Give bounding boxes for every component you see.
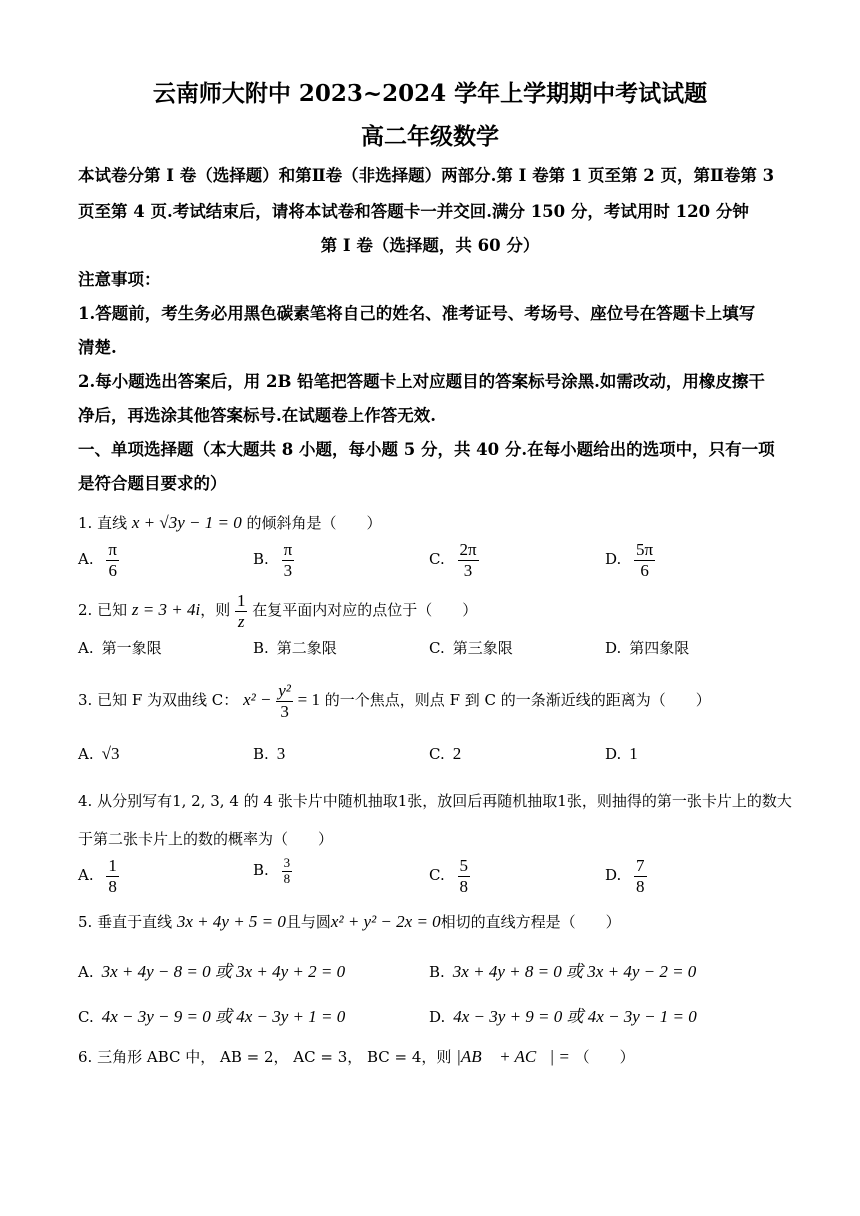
option-label: A. bbox=[78, 866, 94, 885]
question-4-option-c bbox=[429, 856, 470, 896]
exam-subtitle: 高二年级数学 bbox=[361, 123, 499, 150]
question-text: 从分别写有1, 2, 3, 4 的 4 张卡片中随机抽取1张，放回后再随机抽取1张，则抽得的第一张卡片上的数大 bbox=[97, 792, 792, 810]
question-text: 已知 F 为双曲线 C： bbox=[97, 691, 239, 710]
question-text: 已知 bbox=[97, 601, 128, 620]
question-1-option-d bbox=[605, 540, 655, 580]
option-label: D. bbox=[605, 745, 622, 763]
section-1-line-2: 是符合题目要求的） bbox=[78, 474, 227, 493]
question-text: 的一个焦点，则点 F 到 C 的一条渐近线的距离为（ ） bbox=[324, 691, 711, 710]
option-text: 3 bbox=[276, 744, 286, 763]
question-text: 三角形 ABC 中， AB = 2， AC = 3， BC = 4，则 bbox=[97, 1048, 452, 1066]
note-1-line-2: 清楚. bbox=[78, 338, 117, 357]
option-text: 第三象限 bbox=[452, 639, 513, 657]
question-1-option-c bbox=[429, 540, 479, 580]
math-expression: = 1 bbox=[297, 690, 321, 710]
notes-heading: 注意事项： bbox=[78, 270, 161, 289]
option-text: 3x + 4y + 8 = 0 或 3x + 4y − 2 = 0 bbox=[452, 962, 697, 981]
option-label: B. bbox=[429, 963, 445, 981]
math-expression: x² − bbox=[243, 690, 272, 710]
question-3-stem bbox=[78, 681, 711, 721]
math-expression: 3x + 4y + 5 = 0 bbox=[176, 912, 286, 931]
question-4-stem-line-2: 于第二张卡片上的数的概率为（ ） bbox=[78, 830, 334, 848]
question-5-option-c bbox=[78, 1002, 345, 1027]
question-text: ，则 bbox=[200, 601, 231, 620]
option-label: C. bbox=[429, 550, 445, 569]
option-text: 3x + 4y − 8 = 0 或 3x + 4y + 2 = 0 bbox=[101, 962, 346, 981]
option-label: D. bbox=[605, 550, 622, 569]
question-5-option-a bbox=[78, 957, 345, 982]
fraction: $\frac{1}{z}$ bbox=[236, 591, 246, 631]
question-5-option-b bbox=[429, 957, 696, 982]
note-1-line-1: 1.答题前，考生务必用黑色碳素笔将自己的姓名、准考证号、考场号、座位号在答题卡上填写 bbox=[78, 304, 756, 323]
note-2-line-2: 净后，再选涂其他答案标号.在试题卷上作答无效. bbox=[78, 406, 436, 425]
option-label: C. bbox=[429, 639, 445, 657]
option-label: A. bbox=[78, 550, 94, 569]
math-expression: |AB⃗ + AC⃗| = bbox=[456, 1047, 570, 1066]
fraction: $\frac{3}{8}$ bbox=[283, 855, 291, 886]
note-2-line-1: 2.每小题选出答案后，用 2B 铅笔把答题卡上对应题目的答案标号涂黑.如需改动，用橡皮擦干 bbox=[78, 372, 765, 391]
option-text: 2 bbox=[452, 744, 462, 763]
option-label: D. bbox=[429, 1008, 446, 1026]
question-number: 5. bbox=[78, 913, 93, 931]
question-4-stem-line-1 bbox=[78, 790, 792, 811]
intro-line-1: 本试卷分第 I 卷（选择题）和第Ⅱ卷（非选择题）两部分.第 I 卷第 1 页至第 2 页，第Ⅱ卷第 3 bbox=[78, 166, 775, 185]
question-3-option-c bbox=[429, 744, 461, 764]
question-number: 1. bbox=[78, 514, 93, 532]
fraction: $\frac{5\pi}{6}$ bbox=[636, 540, 654, 580]
question-2-option-d bbox=[605, 637, 689, 658]
option-label: A. bbox=[78, 745, 94, 763]
question-6-stem bbox=[78, 1046, 635, 1067]
question-text: 且与圆 bbox=[285, 913, 331, 931]
question-number: 2. bbox=[78, 601, 93, 620]
question-2-option-b bbox=[253, 637, 337, 658]
question-2-option-c bbox=[429, 637, 513, 658]
part1-heading: 第 I 卷（选择题，共 60 分） bbox=[320, 236, 540, 255]
exam-title: 云南师大附中 2023~2024 学年上学期期中考试试题 bbox=[152, 80, 708, 107]
question-1-option-b bbox=[253, 540, 294, 580]
option-label: B. bbox=[253, 745, 269, 763]
question-5-stem bbox=[78, 911, 621, 932]
option-label: B. bbox=[253, 550, 269, 569]
question-text: 直线 bbox=[97, 514, 128, 532]
option-label: B. bbox=[253, 639, 269, 657]
question-4-option-d bbox=[605, 856, 647, 896]
option-text: 第一象限 bbox=[101, 639, 162, 657]
option-text: 1 bbox=[629, 744, 638, 763]
fraction: $\frac{2\pi}{3}$ bbox=[459, 540, 477, 580]
question-3-option-a bbox=[78, 744, 119, 764]
option-label: D. bbox=[605, 866, 622, 885]
option-label: B. bbox=[253, 861, 269, 880]
question-3-option-d bbox=[605, 744, 638, 764]
question-text: 相切的直线方程是（ ） bbox=[440, 913, 621, 931]
fraction: $\frac{5}{8}$ bbox=[459, 856, 468, 896]
question-5-option-d bbox=[429, 1002, 697, 1027]
fraction: $\frac{1}{8}$ bbox=[108, 856, 117, 896]
fraction: $\frac{\text{y²}}{3}$ bbox=[278, 681, 291, 721]
intro-line-2: 页至第 4 页.考试结束后，请将本试卷和答题卡一并交回.满分 150 分，考试用时 120 分钟 bbox=[78, 202, 749, 221]
fraction: $\frac{\pi}{6}$ bbox=[108, 540, 117, 580]
question-text: 在复平面内对应的点位于（ ） bbox=[252, 601, 478, 620]
option-text: 4x − 3y − 9 = 0 或 4x − 3y + 1 = 0 bbox=[101, 1007, 346, 1026]
option-label: C. bbox=[78, 1008, 94, 1026]
question-number: 6. bbox=[78, 1048, 93, 1066]
math-expression: x² + y² − 2x = 0 bbox=[330, 912, 441, 931]
option-label: D. bbox=[605, 639, 622, 657]
question-1-stem bbox=[78, 512, 382, 533]
math-expression: z = 3 + 4i bbox=[131, 600, 201, 620]
question-2-stem bbox=[78, 591, 477, 631]
option-text: 第四象限 bbox=[629, 639, 690, 657]
question-4-option-a bbox=[78, 856, 119, 896]
question-text: （ ） bbox=[574, 1048, 635, 1066]
option-text: √3 bbox=[101, 744, 120, 763]
option-text: 4x − 3y + 9 = 0 或 4x − 3y − 1 = 0 bbox=[453, 1007, 697, 1026]
section-1-line-1: 一、单项选择题（本大题共 8 小题，每小题 5 分，共 40 分.在每小题给出的选项中，只有一项 bbox=[78, 440, 775, 459]
fraction: $\frac{7}{8}$ bbox=[636, 856, 645, 896]
option-text: 第二象限 bbox=[276, 639, 337, 657]
fraction: $\frac{\pi}{3}$ bbox=[283, 540, 293, 580]
question-1-option-a bbox=[78, 540, 119, 580]
question-2-option-a bbox=[78, 637, 162, 658]
option-label: A. bbox=[78, 639, 94, 657]
option-label: C. bbox=[429, 866, 445, 885]
option-label: C. bbox=[429, 745, 445, 763]
question-3-option-b bbox=[253, 744, 285, 764]
question-text: 的倾斜角是（ ） bbox=[246, 514, 382, 532]
question-number: 4. bbox=[78, 792, 93, 810]
question-number: 3. bbox=[78, 691, 93, 710]
math-expression: x + √3y − 1 = 0 bbox=[131, 513, 242, 532]
question-4-option-b bbox=[253, 856, 292, 887]
question-text: 垂直于直线 bbox=[97, 913, 173, 931]
option-label: A. bbox=[78, 963, 94, 981]
